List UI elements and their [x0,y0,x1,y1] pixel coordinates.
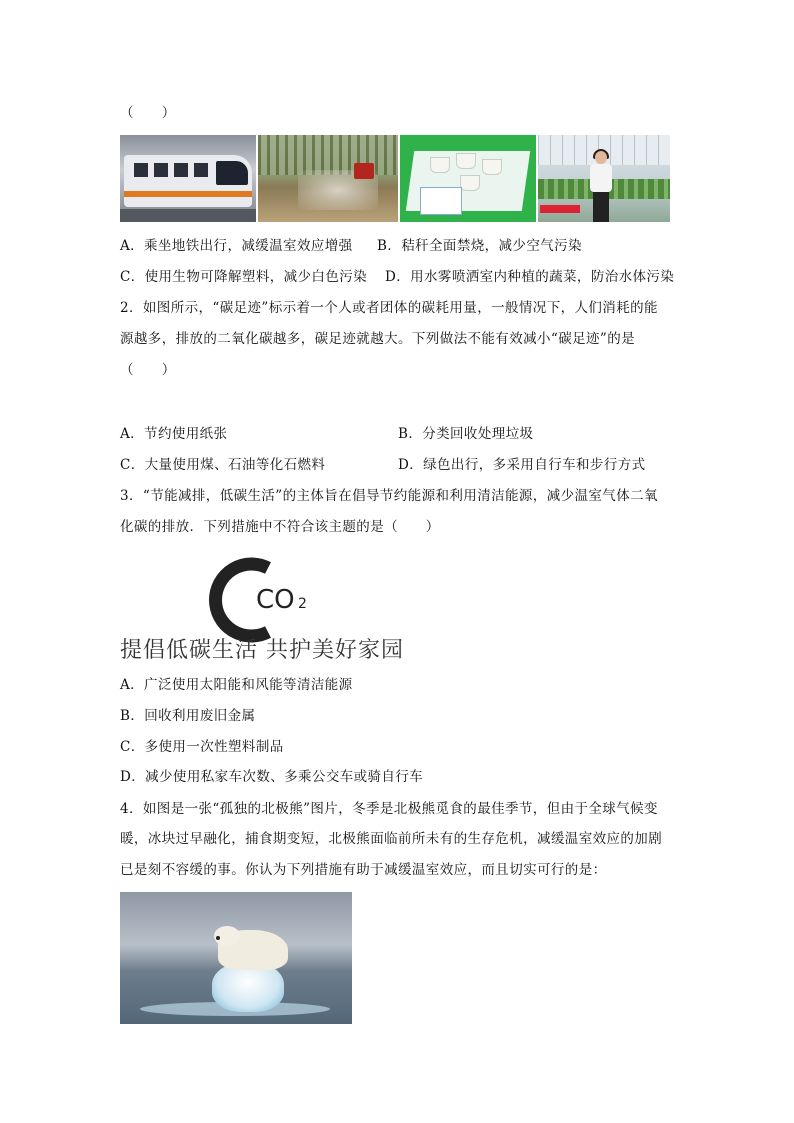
q3-option-d: D．减少使用私家车次数、多乘公交车或骑自行车 [120,769,424,785]
q3-stem-line1: 3．“节能减排，低碳生活”的主体旨在倡导节约能源和利用清洁能源，减少温室气体二氧 [120,488,658,504]
q4-stem-line2: 暖，冰块过早融化，捕食期变短，北极熊面临前所未有的生存危机，减缓温室效应的加剧 [120,831,663,847]
greenhouse-photo [538,135,670,222]
q1-option-c: C．使用生物可降解塑料，减少白色污染 [120,269,368,285]
straw-burning-photo [258,135,398,222]
biodegradable-tableware-photo [400,135,536,222]
q2-stem-line2: 源越多，排放的二氧化碳越多，碳足迹就越大。下列做法不能有效减小“碳足迹”的是 [120,331,636,347]
q1-option-d: D．用水雾喷洒室内种植的蔬菜，防治水体污染 [385,269,675,285]
q3-option-c: C．多使用一次性塑料制品 [120,739,284,755]
q3-option-b: B．回收利用废旧金属 [120,708,256,724]
q3-stem-line2: 化碳的排放．下列措施中不符合该主题的是（ ） [120,519,440,535]
q2-option-b: B．分类回收处理垃圾 [398,426,534,442]
q4-stem-line3: 已是刻不容缓的事。你认为下列措施有助于减缓温室效应，而且切实可行的是： [120,862,607,878]
q1-option-b: B．秸秆全面禁烧，减少空气污染 [377,238,582,254]
q4-stem-line1: 4．如图是一张“孤独的北极熊”图片，冬季是北极熊觅食的最佳季节，但由于全球气候变 [120,801,658,817]
logo-subscript: 2 [298,596,307,612]
q2-option-c: C．大量使用煤、石油等化石燃料 [120,457,326,473]
q2-option-d: D．绿色出行，多采用自行车和步行方式 [398,457,646,473]
q2-stem-line3: （ ） [120,362,176,378]
low-carbon-slogan: 提倡低碳生活 共护美好家园 [120,638,404,663]
q1-option-a: A．乘坐地铁出行，减缓温室效应增强 [120,238,353,254]
polar-bear-photo [120,892,352,1024]
q3-option-a: A．广泛使用太阳能和风能等清洁能源 [120,677,353,693]
q2-option-a: A．节约使用纸张 [120,426,228,442]
subway-photo [120,135,256,222]
q2-stem-line1: 2．如图所示，“碳足迹”标示着一个人或者团体的碳耗用量，一般情况下，人们消耗的能 [120,300,658,316]
logo-co-text: CO [256,585,295,615]
q1-stem-tail: （ ） [120,105,176,121]
